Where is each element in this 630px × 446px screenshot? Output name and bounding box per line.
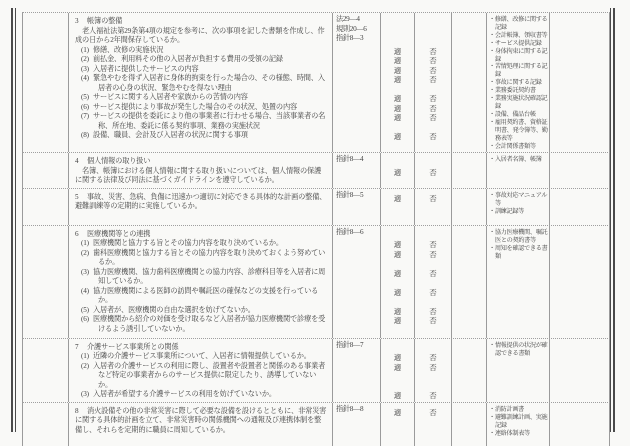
pass-option-cell [381,339,415,402]
page-edge-line-right-outer [613,8,615,432]
checklist-item: (5) 入居者が、医療機関の自由な選択を妨げてないか。 [81,305,255,314]
pass-option: 適 [393,316,402,326]
sub-item-number: (1) [81,45,89,54]
checklist-item: (3) 協力医療機関、協力歯科医療機関との協力内容、診療科目等を入居者に周知しているか。 [81,267,326,286]
legal-reference: 指針8—7 [336,340,364,349]
table-row-5 [22,188,610,225]
sub-item-number: (6) [81,315,89,324]
fail-option: 否 [429,113,437,122]
sub-item-number: (6) [81,102,89,111]
sub-item-number: (4) [81,286,89,295]
checklist-item: (6) 医療機関から紹介の対価を受け取るなど入居者が協力医療機関で診療を受けるよう誘引していないか。 [81,315,326,333]
pass-option: 適 [393,407,402,417]
blank-cell [452,153,487,188]
category-spacer-cell [22,226,69,338]
fail-option: 否 [429,268,437,278]
evidence-note: ・業務委託契約書 [489,87,536,95]
checklist-item: (1) 医療機関と協力する旨とその協力内容を取り決めているか。 [81,239,283,248]
fail-option: 否 [429,391,437,401]
checklist-item: (6) サービス提供により事故が発生した場合のその状況、処置の内容 [81,102,298,111]
sub-item-number: (2) [81,55,89,63]
evidence-note: ・消防計画書 [489,405,525,413]
pass-option-cell [381,226,415,338]
checklist-item: (4) 協力医療機関による医師の訪問や嘱託医の確保などの支援を行っているか。 [81,286,319,305]
page-edge-line-right-inner [610,8,611,432]
checklist-item: (2) 入居者の介護サービスの利用に際し、設置者や設置者と関係のある事業者など特定の事業者からのサービス提供に限定したり、誘導していないか。 [81,361,326,389]
fail-option-cell [415,403,452,446]
legal-reference: 規則20—6 [336,24,367,33]
fail-option: 否 [429,65,437,75]
sub-item-number: (2) [81,248,89,257]
checklist-table [22,12,610,446]
legal-reference: 指針8—3 [336,34,364,42]
blank-cell [452,403,487,446]
checklist-item: (2) 前払金、利用料その他の入居者が負担する費用の受領の記録 [81,55,283,63]
pass-option: 適 [393,391,402,401]
pass-option: 適 [393,287,402,297]
sub-item-number: (5) [81,305,89,314]
item-number: 4 [75,157,79,166]
fail-option-cell [415,153,452,188]
item-text-cell [69,403,333,446]
evidence-note: ・設備、備品台帳 [489,110,536,118]
pass-option: 適 [393,132,402,141]
evidence-notes-cell [487,189,550,225]
evidence-notes-cell [487,13,550,152]
pass-option: 適 [393,268,402,278]
checklist-item: (5) サービスに関する入居者や家族からの苦情の内容 [81,93,248,101]
blank-cell [452,339,487,402]
evidence-note: ・業務実施状況確認記録 [489,95,548,110]
legal-reference: 指針8—6 [336,227,364,236]
sub-item-number: (1) [81,352,89,361]
evidence-notes-cell [487,153,550,188]
item-lead: 8 消火設備その他の非常災害に際して必要な設備を設けるとともに、非常災害に関する具体的計画を立て、非常災害時の関係機関への通報及び連携体制を整備し、それらを定期的に職員に周知しているか。 [75,406,327,434]
sub-item-number: (2) [81,361,89,370]
legal-reference: 指針8—5 [336,190,364,199]
sub-item-number: (3) [81,267,89,276]
legal-reference-cell [333,403,381,446]
item-number: 3 [75,17,79,25]
pass-option: 適 [393,113,402,122]
fail-option: 否 [429,240,437,250]
remarks-cell [550,13,610,152]
table-row-3 [22,12,610,152]
pass-option: 適 [393,193,402,203]
evidence-notes-cell [487,403,550,446]
fail-option: 否 [429,407,437,417]
pass-option: 適 [393,56,402,65]
evidence-note: ・会計帳簿、領収書等 [489,31,548,39]
pass-option: 適 [393,103,402,113]
pass-option: 適 [393,249,402,259]
pass-option: 適 [393,94,402,103]
remarks-cell [550,189,610,225]
table-row-6 [22,225,610,338]
legal-reference-cell [333,153,381,188]
checklist-item: (8) 設備、職員、会計及び入居者の状況に関する事項 [81,131,248,139]
page-edge-line-left-inner [15,8,16,432]
pass-option-cell [381,153,415,188]
category-spacer-cell [22,339,69,402]
item-text-cell [69,153,333,188]
remarks-cell [550,339,610,402]
item-lead: 老人福祉法第29条第4項の規定を参考に、次の事項を記した書類を作成し、作成の日から2年間保存しているか。 [75,26,325,44]
fail-option: 否 [429,287,437,297]
item-number: 8 [75,406,79,415]
evidence-note: ・事故に関する記録 [489,79,542,87]
evidence-note: ・サービス提供記録 [489,39,542,47]
evidence-notes-cell [487,226,550,338]
item-text-cell [69,13,333,152]
fail-option: 否 [429,46,437,56]
item-text-cell [69,339,333,402]
pass-option-cell [381,189,415,225]
evidence-note: ・会計関係書類等 [489,142,536,150]
fail-option-cell [415,13,452,152]
evidence-note: ・周知を確認できる書類 [489,244,548,260]
evidence-note: ・雇用契約書、資格証明書、発令簿等、勤務表等 [489,118,548,142]
page-edge-line-left-outer [11,8,13,432]
table-row-4 [22,152,610,188]
fail-option: 否 [429,94,437,103]
item-text-cell [69,226,333,338]
fail-option: 否 [429,362,437,372]
fail-option-cell [415,189,452,225]
fail-option: 否 [429,167,437,177]
evidence-note: ・事故対応マニュアル等 [489,191,548,207]
sub-item-number: (8) [81,131,89,139]
evidence-note: ・訓練記録等 [489,207,525,215]
item-title: 医療機関等との連携 [87,229,151,238]
pass-option: 適 [393,167,402,177]
item-title: 帳簿の整備 [87,17,123,25]
pass-option: 適 [393,362,402,372]
pass-option: 適 [393,306,402,316]
item-text-cell [69,189,333,225]
item-heading [75,230,328,240]
fail-option-cell [415,339,452,402]
checklist-item: (1) 修繕、改修の実施状況 [81,45,164,54]
fail-option: 否 [429,193,437,203]
pass-option: 適 [393,353,402,363]
category-spacer-cell [22,189,69,225]
evidence-note: ・連絡体制表等 [489,429,530,437]
remarks-cell [550,226,610,338]
checklist-item: (7) サービスの提供を委託により他の事業者に行わせる場合、当該事業者の名称、所在地、委託に係る契約事項、業務の実施状況 [81,112,326,130]
evidence-note: ・入居者名簿、帳簿 [489,156,542,164]
item-title: 介護サービス事業所との関係 [87,342,179,351]
remarks-cell [550,403,610,446]
sub-item-number: (3) [81,390,89,399]
checklist-item: (3) 入居者が希望する介護サービスの利用を妨げていないか。 [81,390,276,399]
checklist-item: (3) 入居者に提供したサービスの内容 [81,64,199,73]
pass-option: 適 [393,46,402,56]
category-spacer-cell [22,13,69,152]
fail-option: 否 [429,306,437,316]
checklist-item: (2) 歯科医療機関と協力する旨とその協力内容を取り決めておくよう努めているか。 [81,248,326,267]
legal-reference-cell [333,339,381,402]
item-number: 6 [75,229,79,238]
fail-option: 否 [429,56,437,65]
sub-item-number: (3) [81,64,89,73]
checklist-item: (4) 緊急やむを得ず入居者に身体的拘束を行った場合の、その様態、時間、入居者の心身の状況、緊急やむを得ない理由 [81,74,325,92]
pass-option: 適 [393,75,402,84]
category-spacer-cell [22,403,69,446]
fail-option-cell [415,226,452,338]
item-heading [75,343,328,353]
legal-reference: 指針8—4 [336,155,364,164]
item-heading [75,157,328,167]
sub-item-number: (4) [81,74,89,82]
evidence-note: ・身体拘束に関する記録 [489,47,548,63]
pass-option: 適 [393,240,402,250]
evidence-notes-cell [487,339,550,402]
evidence-note: ・修繕、改修に関する記録 [489,16,548,31]
table-row-7 [22,338,610,402]
legal-reference: 法29—4 [336,15,360,23]
item-title: 個人情報の取り扱い [87,157,151,166]
pass-option: 適 [393,65,402,75]
legal-reference-cell [333,226,381,338]
fail-option: 否 [429,249,437,259]
evidence-note: ・情報提供の状況が確認できる書類 [489,341,548,357]
evidence-note: ・避難訓練計画、実施記録 [489,413,548,429]
fail-option: 否 [429,103,437,113]
item-number: 7 [75,342,79,351]
checklist-item: (1) 近隣の介護サービス事業所について、入居者に情報提供しているか。 [81,352,311,361]
sub-item-number: (5) [81,93,89,101]
pass-option-cell [381,13,415,152]
sub-item-number: (1) [81,239,89,248]
item-lead: 5 事故、災害、急病、負傷に迅速かつ適切に対応できる具体的な計画の整備、避難訓練等の定期的に実施しているか。 [75,192,327,211]
blank-cell [452,13,487,152]
pass-option-cell [381,403,415,446]
evidence-note: ・協力医療機関、嘱託医との契約書等 [489,228,548,244]
item-lead: 名簿、帳簿における個人情報に関する取り扱いについては、個人情報の保護に関する法律及び同法に基づくガイドラインを遵守しているか。 [75,166,322,185]
item-heading [75,17,328,27]
remarks-cell [550,153,610,188]
category-spacer-cell [22,153,69,188]
blank-cell [452,226,487,338]
blank-cell [452,189,487,225]
fail-option: 否 [429,75,437,84]
sub-item-number: (7) [81,112,89,120]
legal-reference-cell [333,13,381,152]
table-row-8 [22,402,610,446]
fail-option: 否 [429,132,437,141]
item-number: 5 [75,192,79,201]
legal-reference: 指針8—8 [336,404,364,413]
evidence-note: ・苦情処理に関する記録 [489,63,548,79]
legal-reference-cell [333,189,381,225]
fail-option: 否 [429,353,437,363]
fail-option: 否 [429,316,437,326]
